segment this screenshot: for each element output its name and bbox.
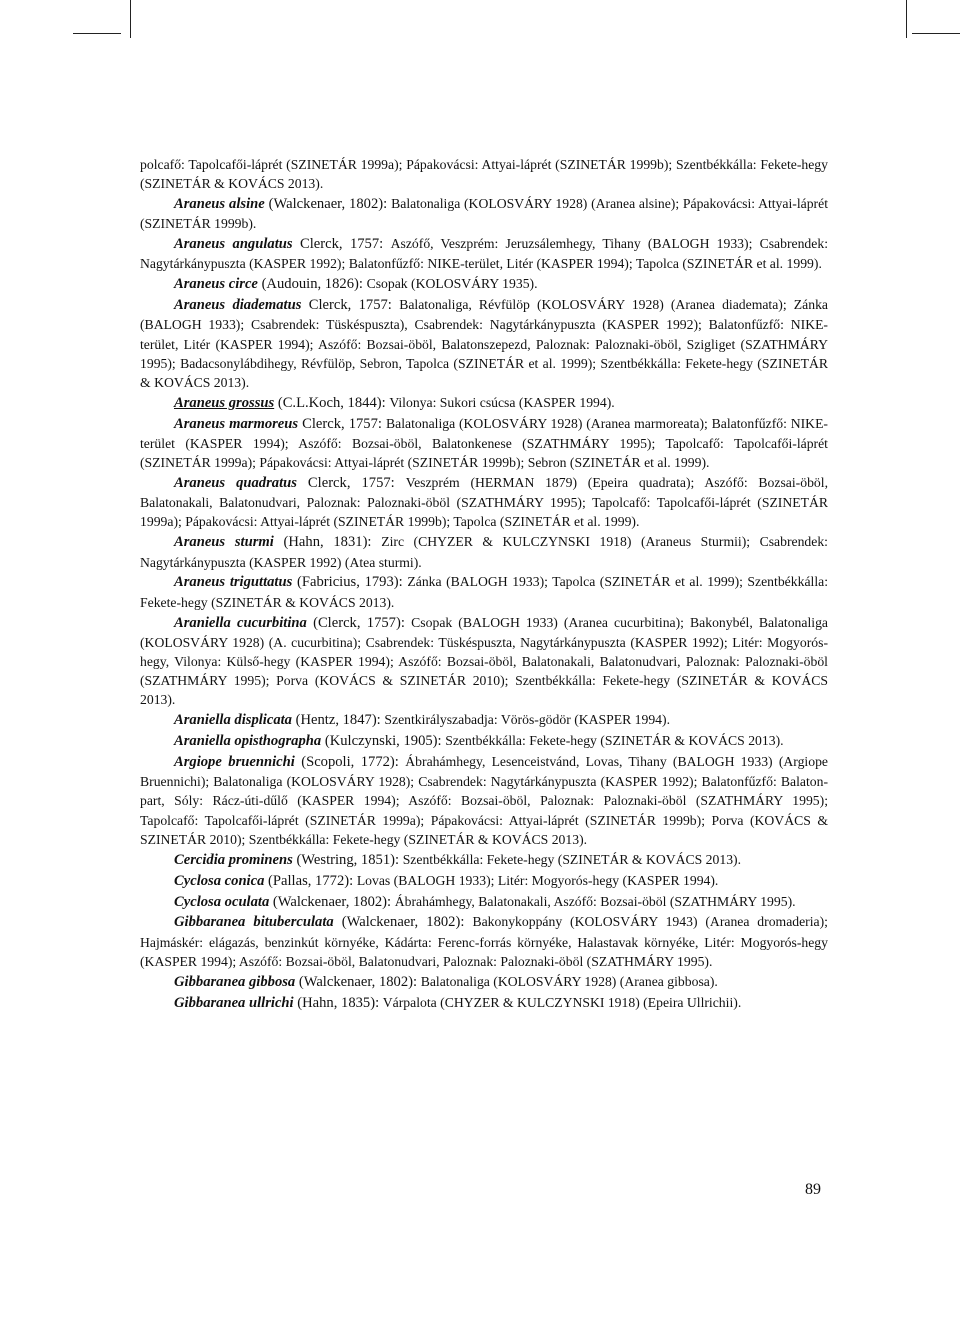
crop-mark bbox=[912, 33, 960, 34]
species-author: (C.L.Koch, 1844): bbox=[274, 394, 390, 411]
entry-text: Lovas (BALOGH 1933); Litér: Mogyorós-hegy (KASPER 1994). bbox=[356, 872, 719, 888]
species-name: Araneus angulatus bbox=[174, 236, 293, 253]
entry-text: Várpalota (CHYZER & KULCZYNSKI 1918) (Epeira Ullrichii). bbox=[382, 994, 742, 1010]
species-entry bbox=[140, 912, 828, 971]
species-entry bbox=[140, 850, 828, 870]
species-name: Cyclosa oculata bbox=[174, 893, 270, 910]
species-author: (Scopoli, 1772): bbox=[294, 754, 406, 771]
species-author: (Audouin, 1826): bbox=[257, 276, 367, 293]
crop-mark bbox=[130, 0, 131, 38]
crop-mark bbox=[906, 0, 907, 38]
species-entry bbox=[140, 473, 828, 532]
entry-text: Zánka (BALOGH 1933); Tapolca (SZINETÁR et al. 1999); Szentbékkálla: Fekete-hegy (SZINETÁR & KOVÁCS 2013). bbox=[140, 574, 828, 610]
entry-text: Balatonaliga, Révfülöp (KOLOSVÁRY 1928) (Aranea diademata); Zánka (BALOGH 1933); Csabrendek: Tüskéspuszta), Csabrendek: Nagytárkánypuszta (KASPER 1992); Balatonfűzfő: NIKE-terület, Litér (KASPER 1994); Aszófő: Bozsai-öböl, Balatonszepezd, Paloznak: Paloznaki-öböl, Szigliget (SZATHMÁRY 1995); Badacsonylábdihegy, Révfülöp, Sebron, Tapolca (SZINETÁR et al. 1999); Szentbékkálla: Fekete-hegy (SZINETÁR & KOVÁCS 2013). bbox=[140, 297, 828, 390]
species-entry bbox=[140, 993, 828, 1013]
entry-text: Szentkirályszabadja: Vörös-gödör (KASPER 1994). bbox=[384, 712, 671, 728]
species-author: (Hahn, 1831): bbox=[273, 534, 382, 551]
species-entry bbox=[140, 972, 828, 992]
species-entry bbox=[140, 194, 828, 233]
species-name: Gibbaranea gibbosa bbox=[174, 973, 296, 990]
entry-text: Ábrahámhegy, Balatonakali, Aszófő: Bozsai-öböl (SZATHMÁRY 1995). bbox=[394, 893, 796, 909]
entry-text: Balatonaliga (KOLOSVÁRY 1928) (Aranea gibbosa). bbox=[420, 973, 718, 989]
species-author: (Walckenaer, 1802): bbox=[295, 973, 421, 990]
species-author: (Clerck, 1757): bbox=[306, 614, 412, 631]
entry-text: Balatonaliga (KOLOSVÁRY 1928) (Aranea alsine); Pápakovácsi: Attyai-láprét (SZINETÁR 1999b). bbox=[140, 196, 828, 232]
entry-text: Veszprém (HERMAN 1879) (Epeira quadrata); Aszófő: Bozsai-öböl, Balatonakali, Balatonudvari, Paloznak: Paloznaki-öböl (SZATHMÁRY 1995); Tapolcafő: Tapolcafői-láprét (SZINETÁR 1999a); Pápakovácsi: Attyai-láprét (SZINETÁR 1999b); Tapolca (SZINETÁR et al. 1999). bbox=[140, 475, 828, 530]
species-name: Araneus quadratus bbox=[174, 475, 297, 492]
species-entry bbox=[140, 274, 828, 294]
species-entry bbox=[140, 572, 828, 611]
species-entry bbox=[140, 414, 828, 473]
species-author: (Walckenaer, 1802): bbox=[264, 196, 392, 213]
species-entry bbox=[140, 752, 828, 849]
entry-text: Csopak (KOLOSVÁRY 1935). bbox=[366, 276, 538, 292]
page-number: 89 bbox=[805, 1181, 821, 1198]
species-entry bbox=[140, 234, 828, 273]
species-name: Araneus sturmi bbox=[174, 534, 274, 551]
species-author: (Kulczynski, 1905): bbox=[321, 733, 446, 750]
entry-text: Aszófő, Veszprém: Jeruzsálemhegy, Tihany (BALOGH 1933); Csabrendek: Nagytárkánypuszta (KASPER 1992); Balatonfűzfő: NIKE-terület, Litér (KASPER 1994); Tapolca (SZINETÁR et al. 1999). bbox=[140, 236, 828, 272]
species-name: Araniella opisthographa bbox=[174, 733, 322, 750]
species-name: Araneus diadematus bbox=[174, 297, 302, 314]
species-entry bbox=[140, 532, 828, 571]
species-name: Cercidia prominens bbox=[174, 851, 293, 868]
species-entry bbox=[140, 892, 828, 912]
species-entry bbox=[140, 295, 828, 392]
entry-text: Balatonaliga (KOLOSVÁRY 1928) (Aranea marmoreata); Balatonfűzfő: NIKE-terület (KASPER 1994); Aszófő: Bozsai-öböl, Balatonkenese (SZATHMÁRY 1995); Tapolcafő: Tapolcafői-láprét (SZINETÁR 1999a); Pápakovácsi: Attyai-láprét (SZINETÁR 1999b); Sebron (SZINETÁR et al. 1999). bbox=[140, 415, 828, 471]
species-name: Cyclosa conica bbox=[174, 872, 265, 889]
crop-mark bbox=[73, 33, 121, 34]
species-author: (Walckenaer, 1802): bbox=[269, 893, 395, 910]
species-entry bbox=[140, 393, 828, 413]
species-author: Clerck, 1757: bbox=[292, 236, 391, 253]
species-name: Araneus grossus bbox=[174, 394, 275, 411]
entry-text: Ábrahámhegy, Lesenceistvánd, Lovas, Tihany (BALOGH 1933) (Argiope Bruennichi); Balatonaliga (KOLOSVÁRY 1928); Csabrendek: Nagytárkánypuszta (KASPER 1992); Balatonfűzfő: Balaton-part, Sóly: Rácz-úti-dűlő (KASPER 1994); Aszófő: Bozsai-öböl, Paloznak: Paloznaki-öböl (SZATHMÁRY 1995); Tapolcafő: Tapolcafői-láprét (SZINETÁR 1999a); Pápakovácsi: Attyai-láprét (SZINETÁR 1999b); Porva (KOVÁCS & SZINETÁR 2010); Szentbékkálla: Fekete-hegy (SZINETÁR & KOVÁCS 2013). bbox=[140, 754, 828, 847]
species-name: Gibbaranea ullrichi bbox=[174, 994, 294, 1011]
entry-text: Zirc (CHYZER & KULCZYNSKI 1918) (Araneus Sturmii); Csabrendek: Nagytárkánypuszta (KASPER 1992) (Atea sturmi). bbox=[140, 534, 828, 570]
species-name: Araniella cucurbitina bbox=[174, 614, 307, 631]
entry-text: Csopak (BALOGH 1933) (Aranea cucurbitina); Bakonybél, Balatonaliga (KOLOSVÁRY 1928) (A. cucurbitina); Csabrendek: Tüskéspuszta, Nagytárkánypuszta (KASPER 1992); Litér: Mogyorós-hegy, Vilonya: Külső-hegy (KASPER 1994); Aszófő: Bozsai-öböl, Balatonakali, Balatonudvari, Paloznak: Paloznaki-öböl (SZATHMÁRY 1995); Porva (KOVÁCS & SZINETÁR 2010); Szentbékkálla: Fekete-hegy (SZINETÁR & KOVÁCS 2013). bbox=[140, 614, 828, 708]
entry-text: Szentbékkálla: Fekete-hegy (SZINETÁR & KOVÁCS 2013). bbox=[445, 733, 784, 749]
species-name: Araniella displicata bbox=[174, 712, 292, 729]
entry-continuation bbox=[140, 155, 828, 193]
species-author: (Hahn, 1835): bbox=[293, 994, 383, 1011]
species-author: (Pallas, 1772): bbox=[264, 872, 357, 889]
species-author: (Westring, 1851): bbox=[292, 851, 403, 868]
species-name: Araneus alsine bbox=[174, 196, 265, 213]
species-author: Clerck, 1757: bbox=[298, 415, 386, 432]
species-entry bbox=[140, 871, 828, 891]
species-entry bbox=[140, 731, 828, 751]
species-author: (Walckenaer, 1802): bbox=[333, 914, 473, 931]
entry-text: Szentbékkálla: Fekete-hegy (SZINETÁR & KOVÁCS 2013). bbox=[402, 851, 742, 867]
species-entry bbox=[140, 710, 828, 730]
species-author: (Fabricius, 1793): bbox=[292, 574, 408, 591]
species-name: Araneus marmoreus bbox=[174, 415, 299, 432]
species-name: Araneus circe bbox=[174, 276, 258, 293]
species-name: Gibbaranea bituberculata bbox=[174, 914, 334, 931]
page-body bbox=[140, 155, 828, 1013]
entry-text: Bakonykoppány (KOLOSVÁRY 1943) (Aranea dromaderia); Hajmáskér: elágazás, benzinkút környéke, Kádárta: Ferenc-forrás környéke, Halastavak környéke, Litér: Mogyorós-hegy (KASPER 1994); Aszófő: Bozsai-öböl, Balatonudvari, Paloznak: Paloznaki-öböl (SZATHMÁRY 1995). bbox=[140, 914, 828, 969]
species-author: Clerck, 1757: bbox=[301, 297, 400, 314]
species-author: (Hentz, 1847): bbox=[291, 712, 385, 729]
entry-text: polcafő: Tapolcafői-láprét (SZINETÁR 1999a); Pápakovácsi: Attyai-láprét (SZINETÁR 1999b); Szentbékkálla: Fekete-hegy (SZINETÁR & KOVÁCS 2013). bbox=[140, 157, 828, 192]
species-name: Araneus triguttatus bbox=[174, 574, 293, 591]
entry-text: Vilonya: Sukori csúcsa (KASPER 1994). bbox=[389, 394, 615, 410]
species-entry bbox=[140, 613, 828, 710]
species-author: Clerck, 1757: bbox=[296, 475, 406, 492]
species-name: Argiope bruennichi bbox=[174, 754, 295, 771]
